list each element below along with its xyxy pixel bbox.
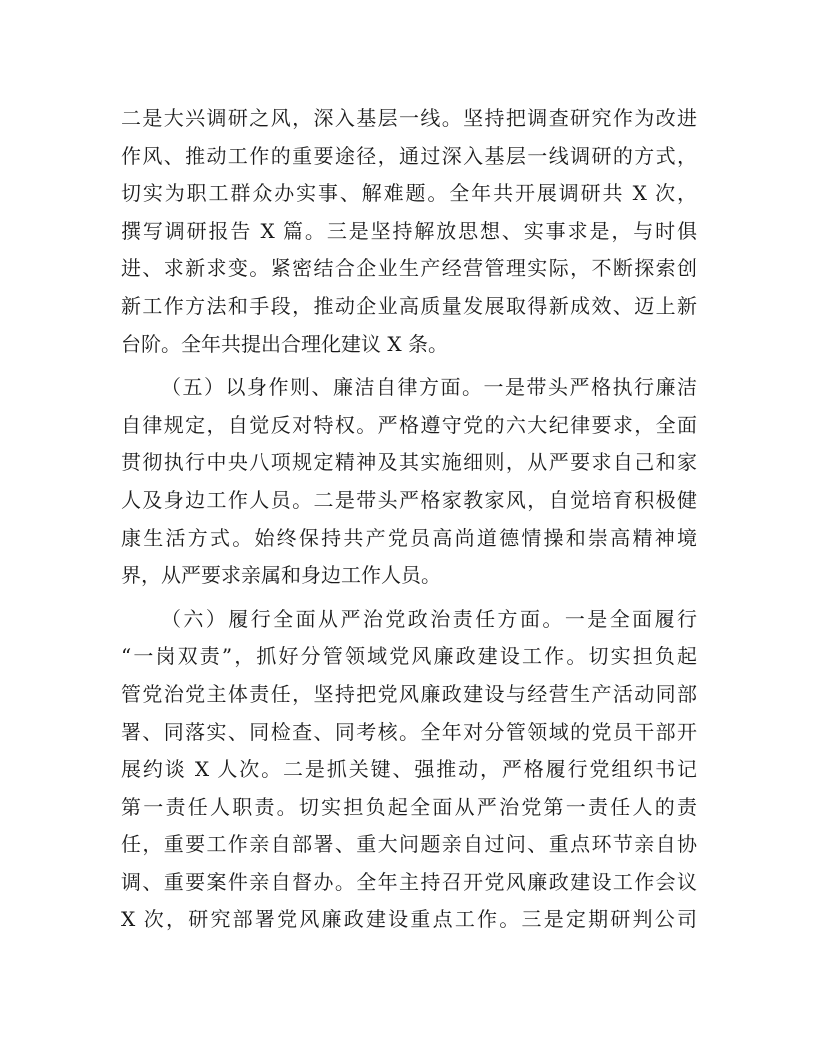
paragraph [121, 100, 697, 363]
text-line: 任，重要工作亲自部署、重大问题亲自过问、重点环节亲自协 [121, 832, 697, 857]
text-line: 管党治党主体责任，坚持把党风廉政建设与经营生产活动同部 [121, 681, 697, 706]
text-line: 人及身边工作人员。二是带头严格家教家风，自觉培育积极健 [121, 487, 697, 512]
text-line: 台阶。全年共提出合理化建议 X 条。 [121, 331, 448, 356]
text-line: 调、重要案件亲自督办。全年主持召开党风廉政建设工作会议 [121, 869, 697, 894]
text-line: 撰写调研报告 X 篇。三是坚持解放思想、实事求是，与时俱 [121, 218, 697, 243]
text-line: （六）履行全面从严治党政治责任方面。一是全面履行 [161, 606, 697, 631]
text-line: 署、同落实、同检查、同考核。全年对分管领域的党员干部开 [121, 719, 697, 744]
paragraph [121, 369, 697, 595]
text-line: 切实为职工群众办实事、解难题。全年共开展调研共 X 次， [121, 181, 697, 206]
text-line: 康生活方式。始终保持共产党员高尚道德情操和崇高精神境 [121, 525, 697, 550]
text-line: 新工作方法和手段，推动企业高质量发展取得新成效、迈上新 [121, 293, 697, 318]
text-line: X 次，研究部署党风廉政建设重点工作。三是定期研判公司 [121, 907, 697, 932]
text-line: 自律规定，自觉反对特权。严格遵守党的六大纪律要求，全面 [121, 412, 697, 437]
text-line: “一岗双责”，抓好分管领域党风廉政建设工作。切实担负起 [121, 644, 697, 669]
text-line: 贯彻执行中央八项规定精神及其实施细则，从严要求自己和家 [121, 450, 697, 475]
text-line: 二是大兴调研之风，深入基层一线。坚持把调查研究作为改进 [121, 106, 697, 130]
text-line: 进、求新求变。紧密结合企业生产经营管理实际，不断探索创 [121, 256, 697, 281]
document-body [121, 100, 697, 939]
text-line: 展约谈 X 人次。二是抓关键、强推动，严格履行党组织书记 [121, 757, 697, 782]
text-line: （五）以身作则、廉洁自律方面。一是带头严格执行廉洁 [161, 375, 697, 400]
paragraph [121, 601, 697, 939]
text-line: 界，从严要求亲属和身边工作人员。 [121, 563, 441, 588]
text-line: 作风、推动工作的重要途径，通过深入基层一线调研的方式， [121, 143, 697, 168]
text-line: 第一责任人职责。切实担负起全面从严治党第一责任人的责 [121, 794, 697, 819]
